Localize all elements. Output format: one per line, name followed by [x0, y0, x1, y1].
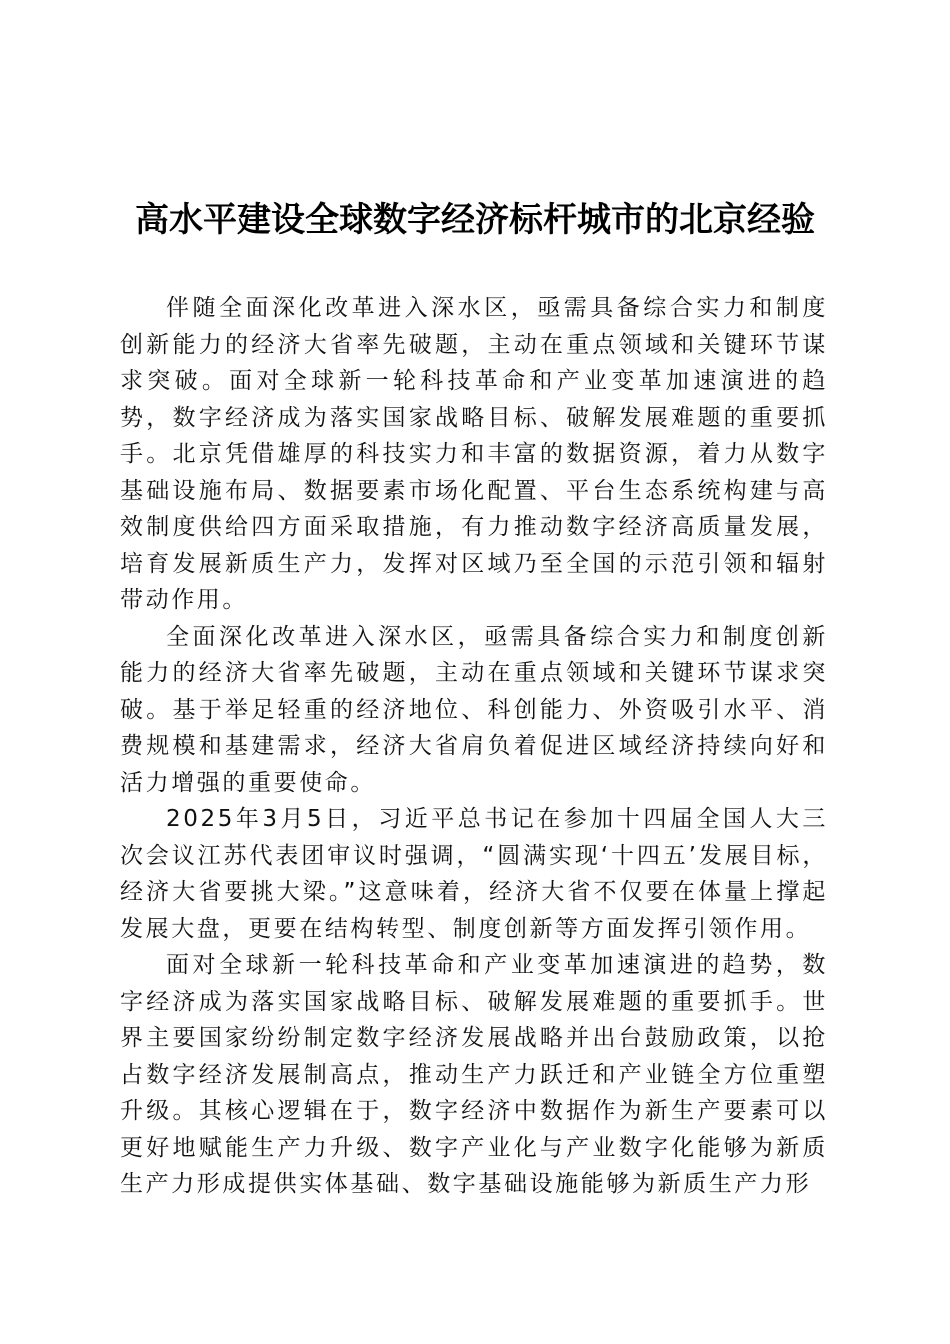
paragraph-4: 面对全球新一轮科技革命和产业变革加速演进的趋势，数字经济成为落实国家战略目标、破解发展难题的重要抓手。世界主要国家纷纷制定数字经济发展战略并出台鼓励政策，以抢占数字经济发展制高点，推动生产力跃迁和产业链全方位重塑升级。其核心逻辑在于，数字经济中数据作为新生产要素可以更好地赋能生产力升级、数字产业化与产业数字化能够为新质生产力形成提供实体基础、数字基础设施能够为新质生产力形 [120, 952, 828, 1197]
document-title: 高水平建设全球数字经济标杆城市的北京经验 [135, 200, 815, 240]
paragraph-1: 伴随全面深化改革进入深水区，亟需具备综合实力和制度创新能力的经济大省率先破题，主动在重点领域和关键环节谋求突破。面对全球新一轮科技革命和产业变革加速演进的趋势，数字经济成为落实国家战略目标、破解发展难题的重要抓手。北京凭借雄厚的科技实力和丰富的数据资源，着力从数字基础设施布局、数据要素市场化配置、平台生态系统构建与高效制度供给四方面采取措施，有力推动数字经济高质量发展，培育发展新质生产力，发挥对区域乃至全国的示范引领和辐射带动作用。 [120, 295, 828, 613]
document-body [120, 290, 828, 1203]
paragraph-3: 2025年3月5日，习近平总书记在参加十四届全国人大三次会议江苏代表团审议时强调，“圆满实现‘十四五’发展目标，经济大省要挑大梁。”这意味着，经济大省不仅要在体量上撑起发展大盘，更要在结构转型、制度创新等方面发挥引领作用。 [120, 806, 828, 942]
paragraph-2: 全面深化改革进入深水区，亟需具备综合实力和制度创新能力的经济大省率先破题，主动在重点领域和关键环节谋求突破。基于举足轻重的经济地位、科创能力、外资吸引水平、消费规模和基建需求，经济大省肩负着促进区域经济持续向好和活力增强的重要使命。 [120, 623, 828, 796]
